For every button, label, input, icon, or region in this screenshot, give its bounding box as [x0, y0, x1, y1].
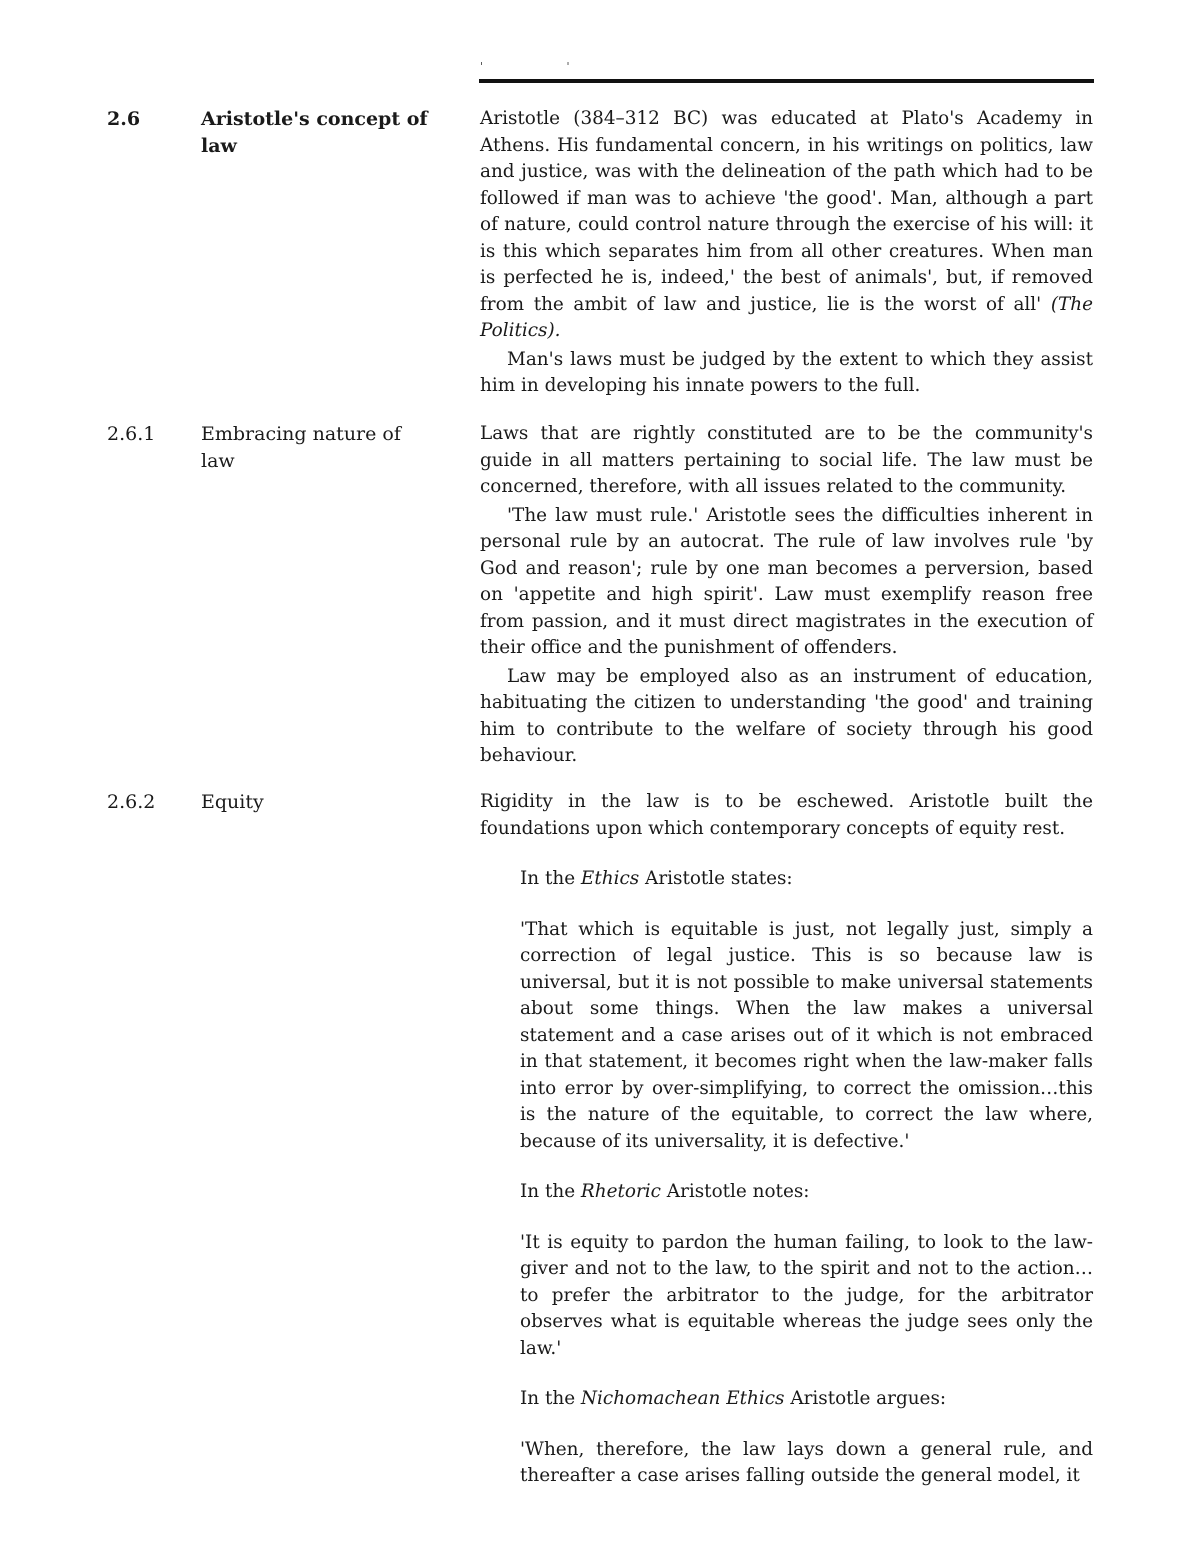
section-body	[480, 106, 1093, 402]
section-title: Embracing nature of law	[201, 423, 401, 472]
paragraph: Law may be employed also as an instrument of education, habituating the citizen to understanding 'the good' and training him to contribute to the welfare of society through his good behaviour.	[480, 665, 1093, 766]
header-rule	[479, 79, 1094, 83]
running-header-mark: ' '	[480, 60, 610, 73]
paragraph: Rigidity in the law is to be eschewed. Aristotle built the foundations upon which contemporary concepts of equity rest.	[480, 791, 1093, 839]
section-number: 2.6	[107, 108, 141, 130]
section-title: Aristotle's concept of law	[201, 108, 428, 157]
section-body	[480, 421, 1093, 772]
block-quote: 'That which is equitable is just, not legally just, simply a correction of legal justice. This is so because law is universal, but it is not possible to make universal statements about some things. When the law makes a universal statement and a case arises out of it which is not embraced in that statement, it becomes right when the law-maker falls into error by over-simplifying, to correct the omission…this is the nature of the equitable, to correct the law where, because of its universality, it is defective.'	[520, 918, 1093, 1152]
section-body	[480, 789, 1093, 1490]
block-quote: 'When, therefore, the law lays down a general rule, and thereafter a case arises falling outside the general model, it	[520, 1438, 1093, 1486]
paragraph: Aristotle (384–312 BC) was educated at Plato's Academy in Athens. His fundamental concern, in his writings on politics, law and justice, was with the delineation of the path which had to be followed if man was to achieve 'the good'. Man, although a part of nature, could control nature through the exercise of his will: it is this which separates him from all other creatures. When man is perfected he is, indeed,' the best of animals', but, if removed from the ambit of law and justice, lie is the worst of all' (The Politics).	[480, 108, 1093, 341]
quote-lead: In the Nichomachean Ethics Aristotle argues:	[520, 1388, 947, 1409]
quote-lead: In the Rhetoric Aristotle notes:	[520, 1181, 810, 1202]
section-number: 2.6.1	[107, 423, 156, 445]
citation: (The Politics).	[480, 293, 1093, 341]
section-number: 2.6.2	[107, 791, 156, 813]
section-title: Equity	[201, 791, 264, 813]
paragraph: Laws that are rightly constituted are to be the community's guide in all matters pertaining to social life. The law must be concerned, therefore, with all issues related to the community.	[480, 423, 1093, 497]
paragraph: 'The law must rule.' Aristotle sees the difficulties inherent in personal rule by an autocrat. The rule of law involves rule 'by God and reason'; rule by one man becomes a perversion, based on 'appetite and high spirit'. Law must exemplify reason free from passion, and it must direct magistrates in the execution of their office and the punishment of offenders.	[480, 504, 1093, 658]
quote-lead: In the Ethics Aristotle states:	[520, 868, 793, 889]
paragraph: Man's laws must be judged by the extent to which they assist him in developing his innate powers to the full.	[480, 348, 1093, 396]
block-quote: 'It is equity to pardon the human failing, to look to the law-giver and not to the law, to the spirit and not to the action…to prefer the arbitrator to the judge, for the arbitrator observes what is equitable whereas the judge sees only the law.'	[520, 1231, 1093, 1359]
